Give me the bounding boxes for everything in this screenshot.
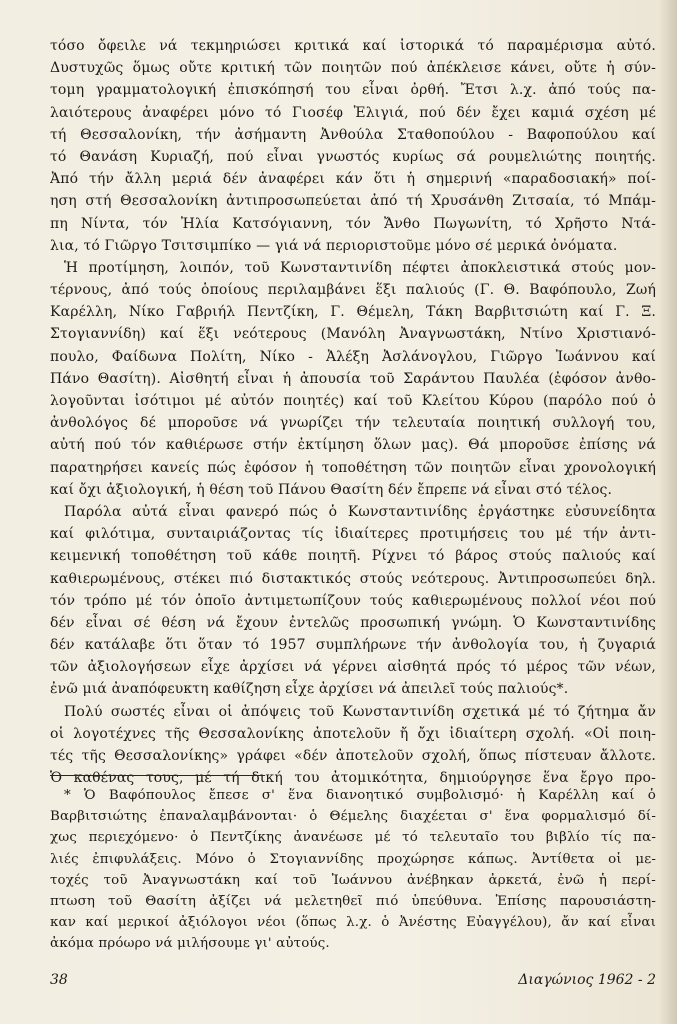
article-body: [50, 35, 656, 789]
body-line: τόσο ὄφειλε νά τεκμηριώσει κριτικά καί ἱστορικά τό παραμέρισμα αὐτό.: [50, 38, 656, 54]
body-line: Δυστυχῶς ὅμως οὔτε κριτική τῶν ποιητῶν πού ἀπέκλεισε κάνει, οὔτε ἡ σύν-: [50, 60, 656, 77]
body-line: Καρέλλη, Νίκο Γαβριήλ Πεντζίκη, Γ. Θέμελη, Τάκη Βαρβιτσιώτη καί Γ. Ξ.: [50, 304, 656, 321]
footnote-line: τοχές τοῦ Ἀναγνωστάκη καί τοῦ Ἰωάννου ἀνέβηκαν ἀρκετά, ἐνῶ ἡ περί-: [50, 872, 656, 888]
body-line: λια, τό Γιῶργο Τσιτσιμπίκο — γιά νά περιοριστοῦμε μόνο σέ μερικά ὀνόματα.: [50, 237, 618, 254]
body-line: καί φιλότιμα, συνταιριάζοντας τίς ἰδιαίτερες προτιμήσεις του μέ τήν ἀντι-: [50, 526, 656, 543]
footnote-line: χως περιεχόμενο· ὁ Πεντζίκης ἀνανέωσε μέ τό τελευταῖο του βιβλίο τίς πα-: [50, 830, 656, 846]
footnote-line: * Ὁ Βαφόπουλος ἔπεσε σ' ἕνα διανοητικό συμβολισμό· ἡ Καρέλλη καί ὁ: [64, 788, 656, 803]
body-line: Παρόλα αὐτά εἶναι φανερό πώς ὁ Κωνσταντινίδης ἐργάστηκε εὐσυνείδητα: [64, 503, 656, 520]
footnote-line: Βαρβιτσιώτης ἐπαναλαμβάνονται· ὁ Θέμελης διαχέεται σ' ἕνα φορμαλισμό δί-: [50, 809, 656, 825]
body-line: αὐτή πού τόν καθιέρωσε στήν ἐκτίμηση ὅλων μας). Θά μποροῦσε ἐπίσης νά: [50, 437, 656, 454]
journal-running-footer: Διαγώνιος 1962 - 2: [518, 972, 656, 988]
body-line: καθιερωμένους, στέκει πιό διστακτικός στούς νεότερους. Ἀντιπροσωπεύει δηλ.: [50, 570, 656, 587]
footnote-line: ἀκόμα πρόωρο νά μιλήσουμε γι' αὐτούς.: [50, 936, 330, 952]
body-line: οἱ λογοτέχνες τῆς Θεσσαλονίκης ἀποτελοῦν ἤ ὄχι ἰδιαίτερη σχολή. «Οἱ ποιη-: [50, 725, 656, 742]
body-line: τές τῆς Θεσσαλονίκης» γράφει «δέν ἀποτελοῦν σχολή, ὅπως πίστευαν ἄλλοτε.: [50, 748, 656, 764]
body-line: πουλο, Φαίδωνα Πολίτη, Νίκο - Ἀλέξη Ἀσλάνογλου, Γιῶργο Ἰωάννου καί: [50, 348, 656, 365]
body-line: ηση στή Θεσσαλονίκη ἀντιπροσωπεύεται ἀπό τή Χρυσάνθη Ζιτσαία, τό Μπάμ-: [50, 193, 656, 210]
page-number: 38: [50, 972, 68, 988]
body-line: τῶν ἀξιολογήσεων εἶχε ἀρχίσει νά γέρνει αἰσθητά πρός τό μέρος τῶν νέων,: [50, 659, 656, 676]
footnote-line: λιές ἐπιφυλάξεις. Μόνο ὁ Στογιαννίδης προχώρησε κάπως. Ἀντίθετα οἱ με-: [50, 851, 656, 867]
body-line: τό Θανάση Κυριαζή, πού εἶναι γνωστός κυρίως σά ρουμελιώτης ποιητής.: [50, 148, 656, 165]
body-line: ἀνθολόγος δέ μποροῦσε νά γνωρίζει τήν τελευταία ποιητική συλλογή του,: [50, 415, 656, 432]
body-line: τέρνους, ἀπό τούς ὁποίους περιλαμβάνει ἕξι παλιούς (Γ. Θ. Βαφόπουλο, Ζωή: [50, 282, 656, 299]
body-line: Πάνο Θασίτη). Αἰσθητή εἶναι ἡ ἀπουσία τοῦ Σαράντου Παυλέα (ἐφόσον ἀνθο-: [50, 370, 656, 387]
body-line: Ὁ καθένας τους, μέ τή δική του ἀτομικότητα, δημιούργησε ἕνα ἔργο προ-: [50, 770, 656, 787]
footnote: [50, 785, 656, 955]
body-line: πη Νίντα, τόν Ἠλία Κατσόγιαννη, τόν Ἄνθο Πωγωνίτη, τό Χρῆστο Ντά-: [50, 215, 656, 232]
body-line: λογοῦνται ἰσότιμοι μέ αὐτόν ποιητές) καί τοῦ Κλείτου Κύρου (παρόλο πού ὁ: [50, 393, 656, 409]
body-line: Στογιαννίδη) καί ἕξι νεότερους (Μανόλη Ἀναγνωστάκη, Ντίνο Χριστιανό-: [50, 326, 656, 343]
body-line: ἐνῶ μιά ἀναπόφευκτη καθίζηση εἶχε ἀρχίσει νά ἀπειλεῖ τούς παλιούς*.: [50, 681, 569, 698]
binding-shadow: [659, 0, 677, 1024]
footnote-line: καν καί μερικοί ἀξιόλογοι νέοι (ὅπως λ.χ. ὁ Ἀνέστης Εὐαγγέλου), ἄν καί εἶναι: [50, 915, 656, 931]
body-line: κειμενική τοποθέτηση τοῦ κάθε ποιητῆ. Ρίχνει τό βάρος στούς παλιούς καί: [50, 548, 656, 565]
body-line: Ἀπό τήν ἄλλη μεριά δέν ἀναφέρει κάν ὅτι ἡ σημερινή «παραδοσιακή» ποί-: [50, 171, 656, 188]
body-line: καί ὄχι ἀξιολογική, ἡ θέση τοῦ Πάνου Θασίτη δέν ἔπρεπε νά εἶναι στό τέλος.: [50, 481, 613, 498]
body-line: Ἡ προτίμηση, λοιπόν, τοῦ Κωνσταντινίδη πέφτει ἀποκλειστικά στούς μον-: [64, 259, 656, 276]
body-line: λαιότερους ἀναφέρει μόνο τό Γιοσέφ Ἐλιγιά, πού δέν ἔχει καμιά σχέση μέ: [50, 104, 656, 121]
body-line: παρατηρήσει κανείς πώς ἐφόσον ἡ τοποθέτηση τῶν ποιητῶν εἶναι χρονολογική: [50, 459, 656, 476]
body-line: τομη γραμματολογική ἐπισκόπησή του εἶναι ὀρθή. Ἔτσι λ.χ. ἀπό τούς πα-: [50, 82, 656, 99]
body-line: τή Θεσσαλονίκη, τήν ἀσήμαντη Ἀνθούλα Σταθοπούλου - Βαφοπούλου καί: [50, 126, 656, 143]
body-line: Πολύ σωστές εἶναι οἱ ἀπόψεις τοῦ Κωνσταντινίδη σχετικά μέ τό ζήτημα ἄν: [64, 703, 656, 720]
body-line: δέν εἶναι σέ θέση νά ἔχουν ἐντελῶς προσωπική γνώμη. Ὁ Κωνσταντινίδης: [50, 614, 656, 631]
footnote-divider: [50, 775, 265, 776]
footnote-line: πτωση τοῦ Θασίτη ἀξίζει νά μελετηθεῖ πιό ὑπεύθυνα. Ἐπίσης παρουσιάστη-: [50, 893, 656, 909]
body-line: τόν τρόπο μέ τόν ὁποῖο ἀντιμετωπίζουν τούς καθιερωμένους πολλοί νέοι πού: [50, 592, 656, 609]
body-line: δέν κατάλαβε ὅτι ὅταν τό 1957 συμπλήρωνε τήν ἀνθολογία του, ἡ ζυγαριά: [50, 637, 656, 654]
